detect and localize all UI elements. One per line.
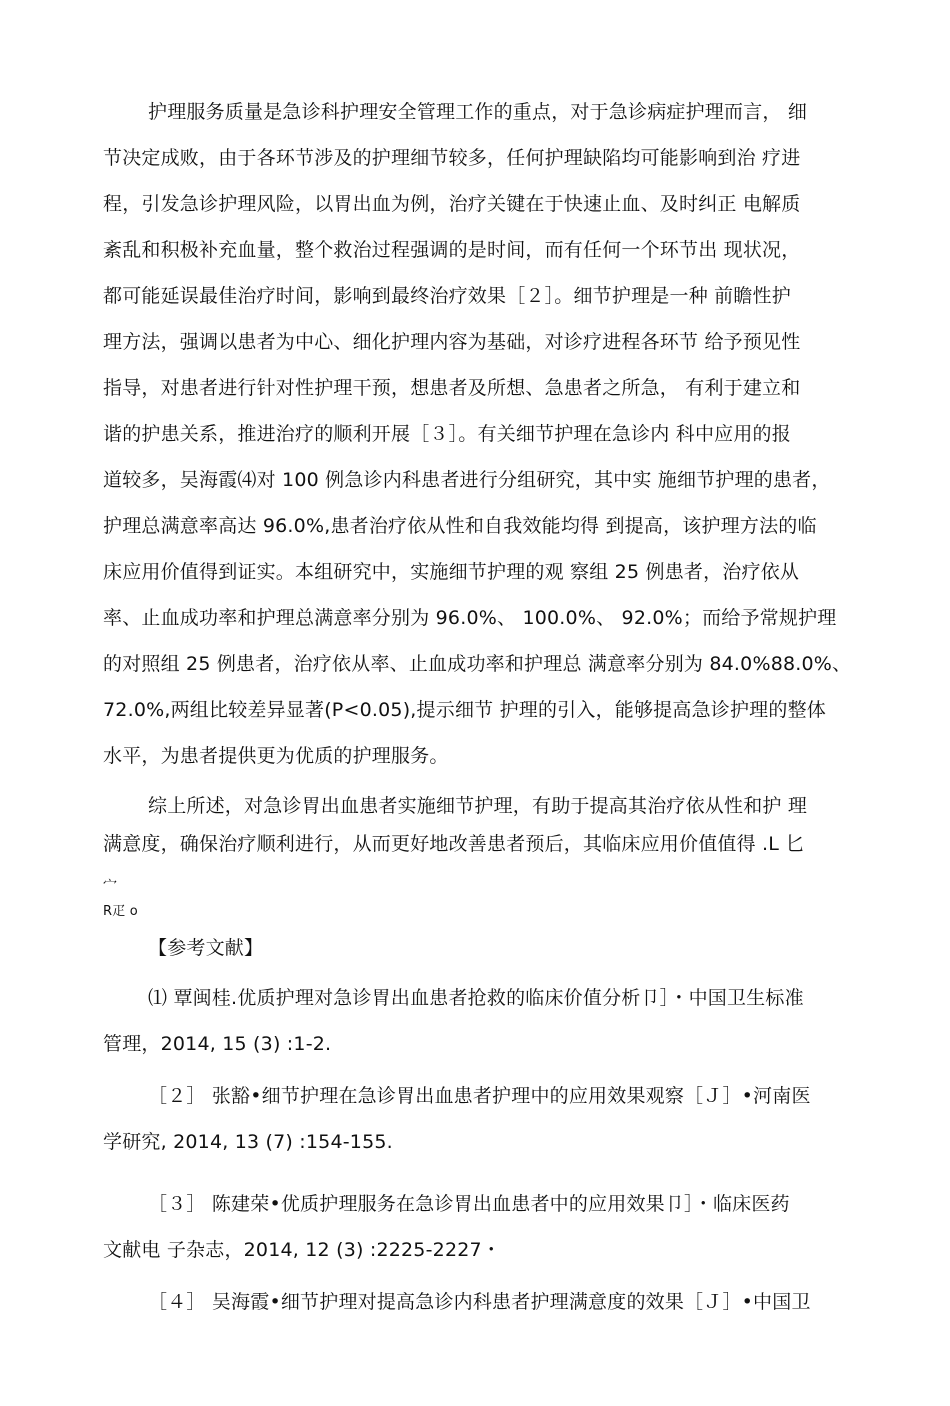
paragraph-line: 理方法，强调以患者为中心、细化护理内容为基础，对诊疗进程各环节 给予预见性 bbox=[103, 331, 801, 353]
reference-line: ［２］ 张豁•细节护理在急诊胃出血患者护理中的应用效果观察［Ｊ］•河南医 bbox=[148, 1085, 811, 1107]
paragraph-line: 道较多，吴海霞⑷对 100 例急诊内科患者进行分组研究，其中实 施细节护理的患者， bbox=[103, 469, 831, 491]
paragraph-line: 水平，为患者提供更为优质的护理服务。 bbox=[103, 745, 449, 767]
paragraph-line: 节决定成败，由于各环节涉及的护理细节较多，任何护理缺陷均可能影响到治 疗进 bbox=[103, 147, 801, 169]
reference-line: 管理，2014, 15 (3) :1-2. bbox=[103, 1033, 332, 1055]
paragraph-line: 都可能延误最佳治疗时间，影响到最终治疗效果［２］。细节护理是一种 前瞻性护 bbox=[103, 285, 791, 307]
reference-line: ⑴ 覃闽桂.优质护理对急诊胃出血患者抢救的临床价值分析卩］・中国卫生标准 bbox=[148, 987, 804, 1009]
paragraph-line: 72.0%,两组比较差异显著(P<0.05),提示细节 护理的引入，能够提高急诊护理的整体 bbox=[103, 699, 826, 721]
paragraph-line: 指导，对患者进行针对性护理干预，想患者及所想、急患者之所急， 有利于建立和 bbox=[103, 377, 801, 399]
paragraph-fragment: 宀 bbox=[103, 878, 118, 888]
paragraph-line: 床应用价值得到证实。本组研究中，实施细节护理的观 察组 25 例患者，治疗依从 bbox=[103, 561, 800, 583]
paragraph-line: 综上所述，对急诊胃出血患者实施细节护理，有助于提高其治疗依从性和护 理 bbox=[148, 795, 808, 817]
reference-line: ［４］ 吴海霞•细节护理对提高急诊内科患者护理满意度的效果［Ｊ］•中国卫 bbox=[148, 1291, 811, 1313]
paragraph-line: 率、止血成功率和护理总满意率分别为 96.0%、 100.0%、 92.0%；而给予常规护理 bbox=[103, 607, 837, 629]
paragraph-line: 紊乱和积极补充血量，整个救治过程强调的是时间，而有任何一个环节出 现状况， bbox=[103, 239, 801, 261]
paragraph-line: 护理服务质量是急诊科护理安全管理工作的重点，对于急诊病症护理而言， 细 bbox=[148, 101, 808, 123]
reference-line: 学研究, 2014, 13 (7) :154-155. bbox=[103, 1131, 393, 1153]
paragraph-fragment: R疋 o bbox=[103, 904, 138, 919]
paragraph-line: 的对照组 25 例患者，治疗依从率、止血成功率和护理总 满意率分别为 84.0%88.0%、 bbox=[103, 653, 852, 675]
paragraph-line: 谐的护患关系，推进治疗的顺利开展［３］。有关细节护理在急诊内 科中应用的报 bbox=[103, 423, 791, 445]
references-heading: 【参考文献】 bbox=[148, 937, 264, 959]
reference-line: 文献电 子杂志，2014, 12 (3) :2225-2227・ bbox=[103, 1239, 502, 1261]
paragraph-line: 满意度，确保治疗顺利进行，从而更好地改善患者预后，其临床应用价值值得 .L 匕 bbox=[103, 833, 805, 855]
paragraph-line: 护理总满意率高达 96.0%,患者治疗依从性和自我效能均得 到提高，该护理方法的临 bbox=[103, 515, 817, 537]
paragraph-line: 程，引发急诊护理风险，以胃出血为例，治疗关键在于快速止血、及时纠正 电解质 bbox=[103, 193, 801, 215]
reference-line: ［３］ 陈建荣•优质护理服务在急诊胃出血患者中的应用效果卩］・临床医药 bbox=[148, 1193, 790, 1215]
